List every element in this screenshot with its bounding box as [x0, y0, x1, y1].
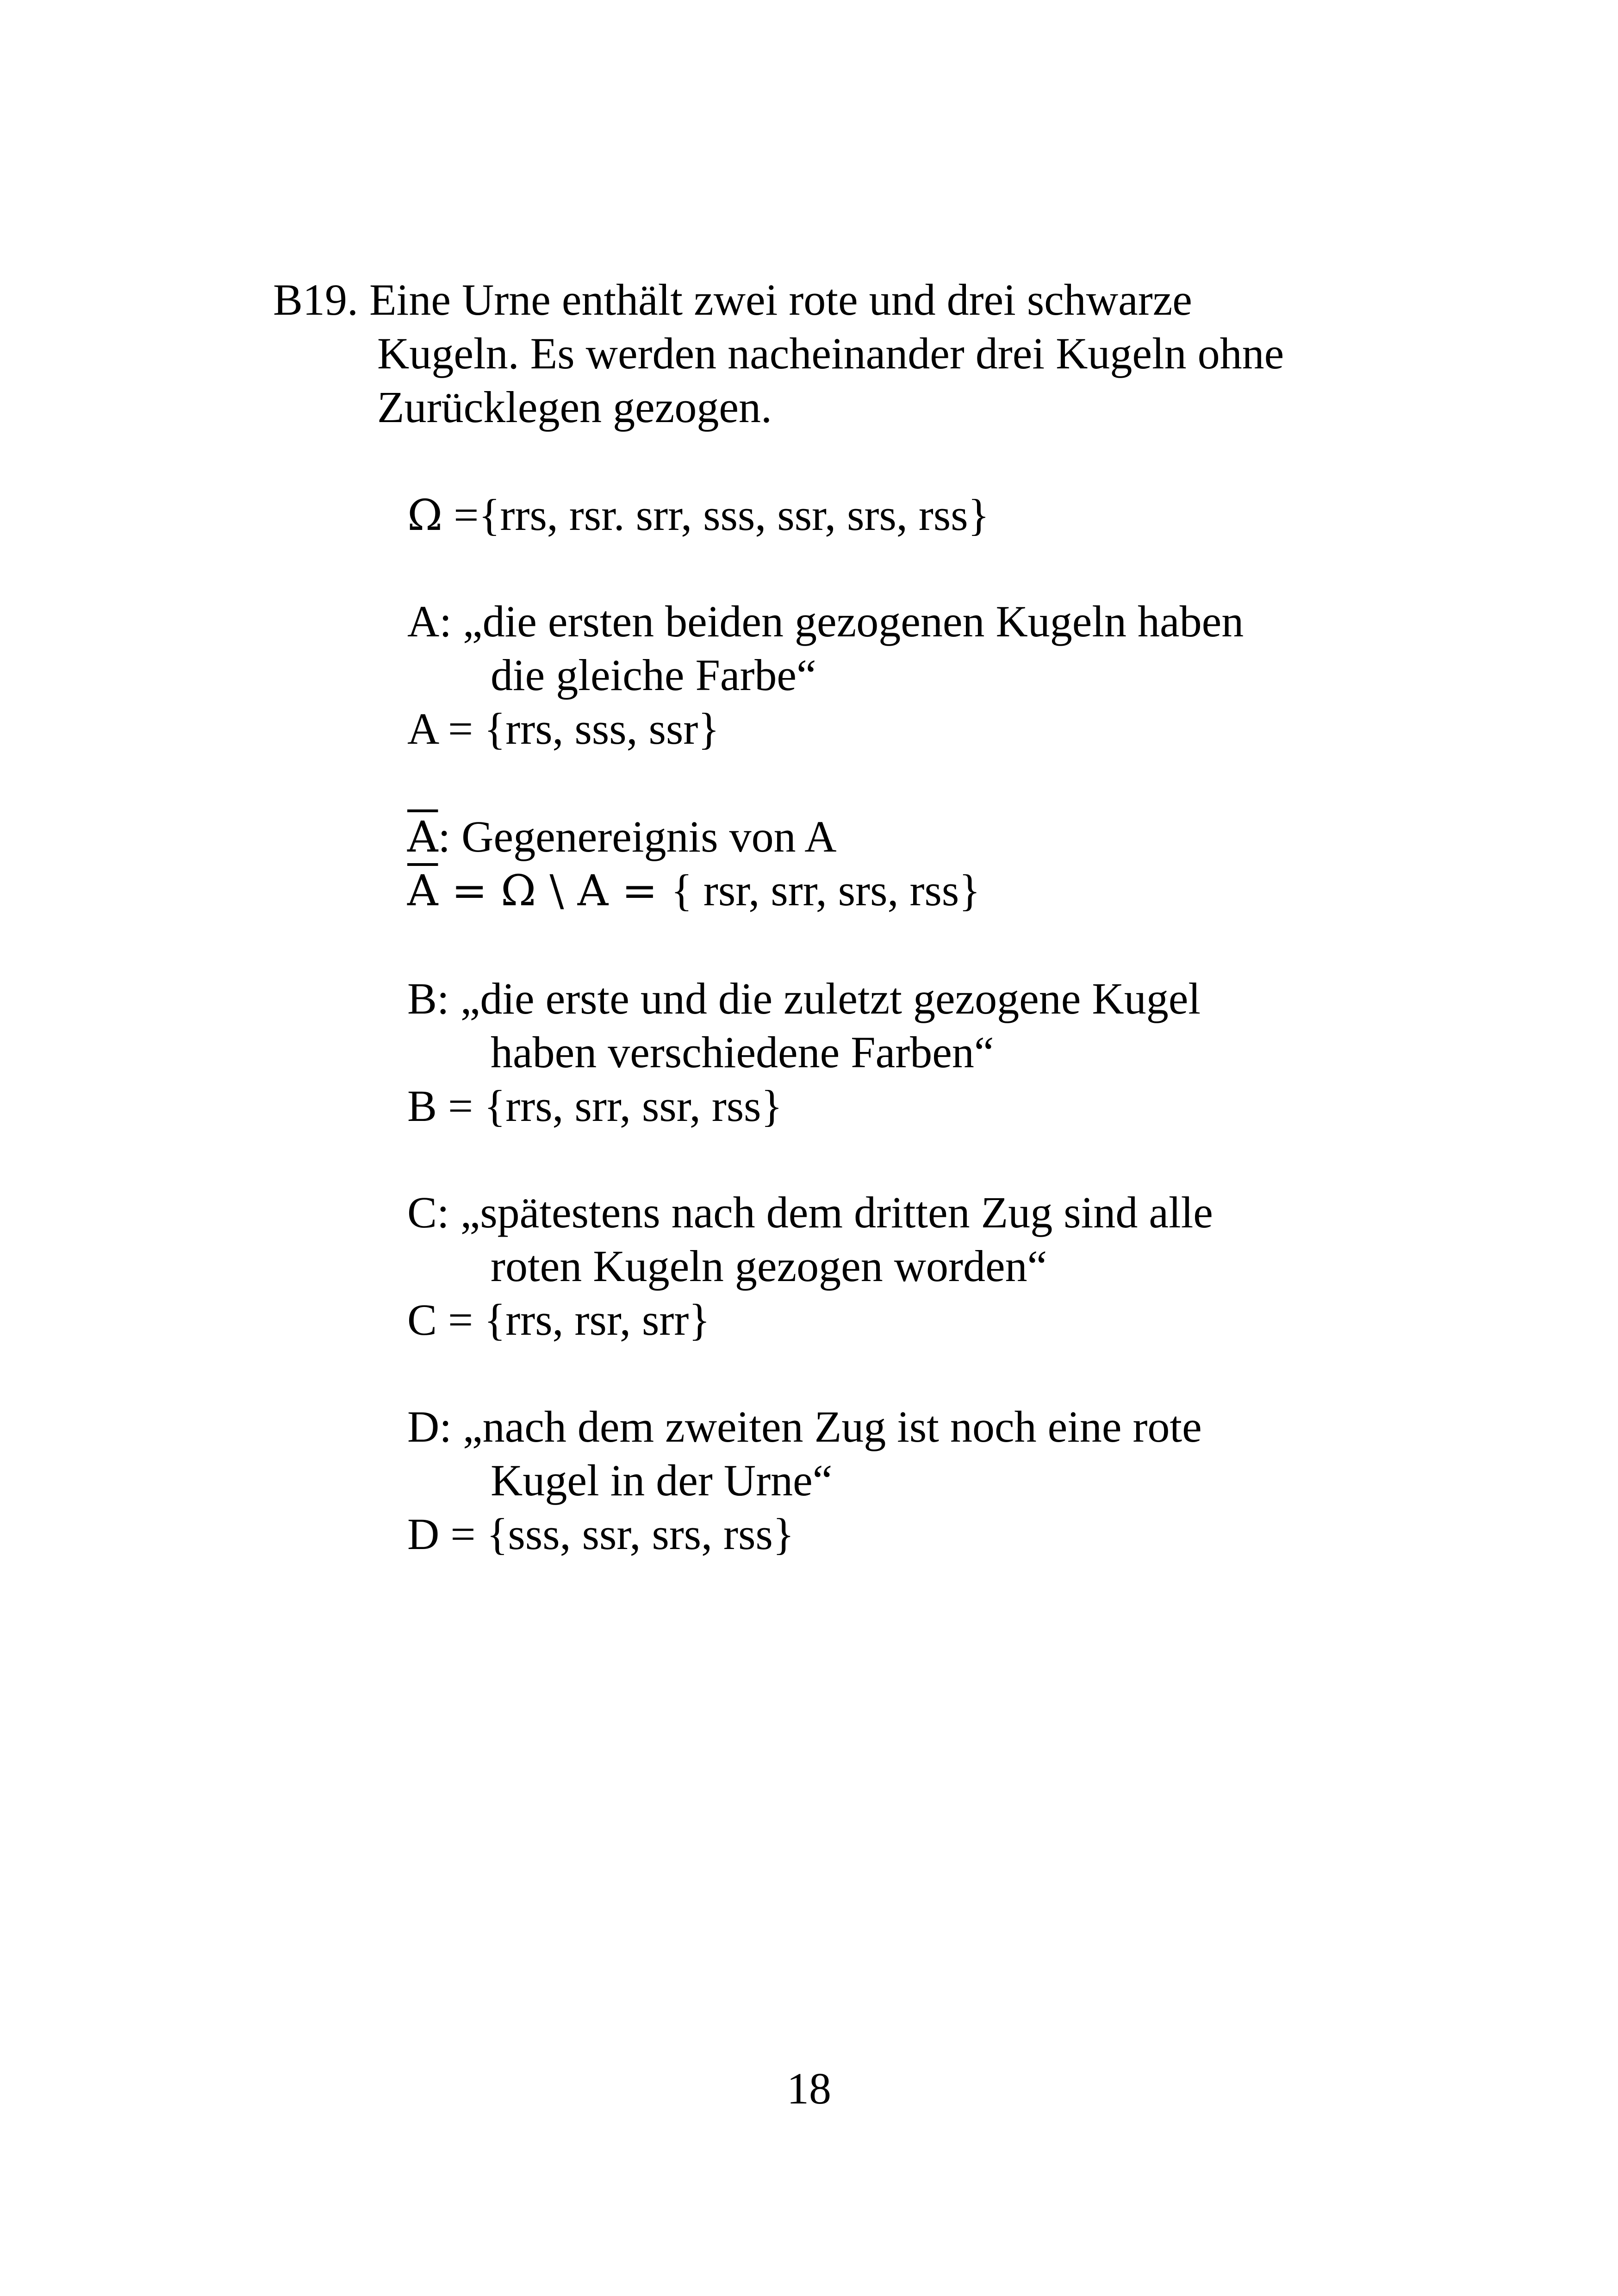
event-a-description-line-1: A: „die ersten beiden gezogenen Kugeln haben	[407, 597, 1244, 646]
event-a-complement-formula	[407, 864, 980, 918]
event-a-complement-description	[407, 810, 837, 864]
event-a-description-line-2: die gleiche Farbe“	[491, 650, 816, 700]
task-intro-line-1: Eine Urne enthält zwei rote und drei schwarze	[369, 275, 1192, 324]
a-bar-symbol-formula: $\overline{A}$	[407, 866, 438, 915]
event-d-description-line-2: Kugel in der Urne“	[491, 1456, 833, 1505]
page-number: 18	[787, 2064, 831, 2113]
event-b-description-line-1: B: „die erste und die zuletzt gezogene Kugel	[407, 974, 1201, 1023]
event-c-set: C = {rrs, rsr, srr}	[407, 1295, 710, 1344]
task-intro-line-3: Zurücklegen gezogen.	[377, 382, 772, 432]
a-bar-formula-set: { rsr, srr, srs, rss}	[671, 865, 981, 915]
event-c-description-line-1: C: „spätestens nach dem dritten Zug sind alle	[407, 1188, 1213, 1237]
a-bar-formula-middle: = Ω \ A =	[438, 866, 671, 915]
a-bar-symbol: $\overline{A}$	[407, 812, 438, 862]
event-c-description-line-2: roten Kugeln gezogen worden“	[491, 1241, 1047, 1291]
event-b-set: B = {rrs, srr, ssr, rss}	[407, 1081, 783, 1131]
omega-set: ={rrs, rsr. srr, sss, ssr, srs, rss}	[442, 490, 989, 540]
task-intro-line-2: Kugeln. Es werden nacheinander drei Kugeln ohne	[377, 329, 1284, 378]
omega-symbol: Ω	[407, 491, 443, 540]
task-first-line	[273, 273, 1192, 327]
event-b-description-line-2: haben verschiedene Farben“	[491, 1027, 994, 1077]
task-number: B19.	[273, 275, 359, 324]
event-d-description-line-1: D: „nach dem zweiten Zug ist noch eine rote	[407, 1402, 1202, 1451]
a-bar-desc: : Gegenereignis von A	[438, 812, 837, 861]
event-d-set: D = {sss, ssr, srs, rss}	[407, 1509, 794, 1559]
event-a-set: A = {rrs, sss, ssr}	[407, 704, 720, 753]
sample-space	[407, 488, 989, 542]
